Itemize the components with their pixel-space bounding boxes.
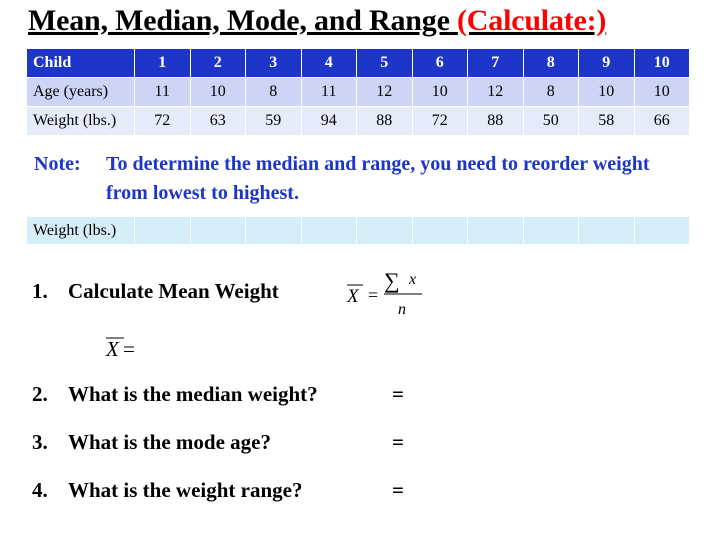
table-cell: 12 [357, 78, 413, 107]
equals-sign: = [392, 382, 404, 406]
question-number: 3. [32, 430, 48, 454]
table-cell: 11 [301, 78, 357, 107]
table-cell: 94 [301, 107, 357, 136]
question-number: 2. [32, 382, 48, 406]
answer-symbol: X [106, 337, 119, 361]
table-cell: 63 [190, 107, 246, 136]
reorder-cell [246, 217, 302, 245]
table-cell: 88 [468, 107, 524, 136]
reorder-cell [412, 217, 468, 245]
reorder-row [27, 217, 690, 245]
title-accent: (Calculate:) [457, 4, 607, 37]
question-text: What is the weight range? [68, 478, 303, 502]
mean-answer-prefix [104, 334, 154, 362]
formula-equals: = [368, 285, 379, 305]
question-text: Calculate Mean Weight [68, 279, 279, 303]
header-cell: 1 [135, 49, 191, 78]
reorder-table [26, 216, 690, 245]
table-header-row [27, 49, 690, 78]
table-cell: 12 [468, 78, 524, 107]
question-number: 1. [32, 279, 48, 303]
table-cell: 10 [579, 78, 635, 107]
table-row-age [27, 78, 690, 107]
reorder-cell [357, 217, 413, 245]
header-cell: 9 [579, 49, 635, 78]
table-cell: 8 [246, 78, 302, 107]
reorder-label: Weight (lbs.) [27, 217, 135, 245]
table-cell: 72 [135, 107, 191, 136]
table-cell: 50 [523, 107, 579, 136]
table-cell: 59 [246, 107, 302, 136]
table-cell: 11 [135, 78, 191, 107]
header-cell: 2 [190, 49, 246, 78]
table-cell: 58 [579, 107, 635, 136]
reorder-cell [190, 217, 246, 245]
header-cell: Child [27, 49, 135, 78]
formula-sum: ∑ [384, 268, 400, 293]
table-cell: 8 [523, 78, 579, 107]
reorder-cell [468, 217, 524, 245]
header-cell: 3 [246, 49, 302, 78]
table-cell: 72 [412, 107, 468, 136]
formula-lhs: X [347, 286, 359, 307]
header-cell: 8 [523, 49, 579, 78]
reorder-cell [135, 217, 191, 245]
row-label: Age (years) [27, 78, 135, 107]
header-cell: 4 [301, 49, 357, 78]
reorder-cell [523, 217, 579, 245]
reorder-cell [579, 217, 635, 245]
header-cell: 5 [357, 49, 413, 78]
question-text: What is the median weight? [68, 382, 318, 406]
formula-denominator: n [398, 301, 406, 318]
reorder-cell [301, 217, 357, 245]
header-cell: 6 [412, 49, 468, 78]
data-table [26, 48, 690, 136]
equals-sign: = [392, 478, 404, 502]
formula-numerator: x [409, 271, 417, 288]
mean-formula [346, 266, 436, 322]
table-cell: 10 [634, 78, 690, 107]
reorder-cell [634, 217, 690, 245]
equals-sign: = [392, 430, 404, 454]
header-cell: 7 [468, 49, 524, 78]
question-number: 4. [32, 478, 48, 502]
table-row-weight [27, 107, 690, 136]
answer-equals: = [123, 337, 135, 361]
table-cell: 66 [634, 107, 690, 136]
table-cell: 10 [412, 78, 468, 107]
note-text: To determine the median and range, you need to reorder weight from lowest to highest. [106, 153, 650, 204]
table-cell: 10 [190, 78, 246, 107]
note-label: Note: [34, 153, 81, 175]
title-main: Mean, Median, Mode, and Range [28, 4, 450, 37]
page-title [28, 4, 606, 38]
table-cell: 88 [357, 107, 413, 136]
row-label: Weight (lbs.) [27, 107, 135, 136]
question-text: What is the mode age? [68, 430, 271, 454]
header-cell: 10 [634, 49, 690, 78]
